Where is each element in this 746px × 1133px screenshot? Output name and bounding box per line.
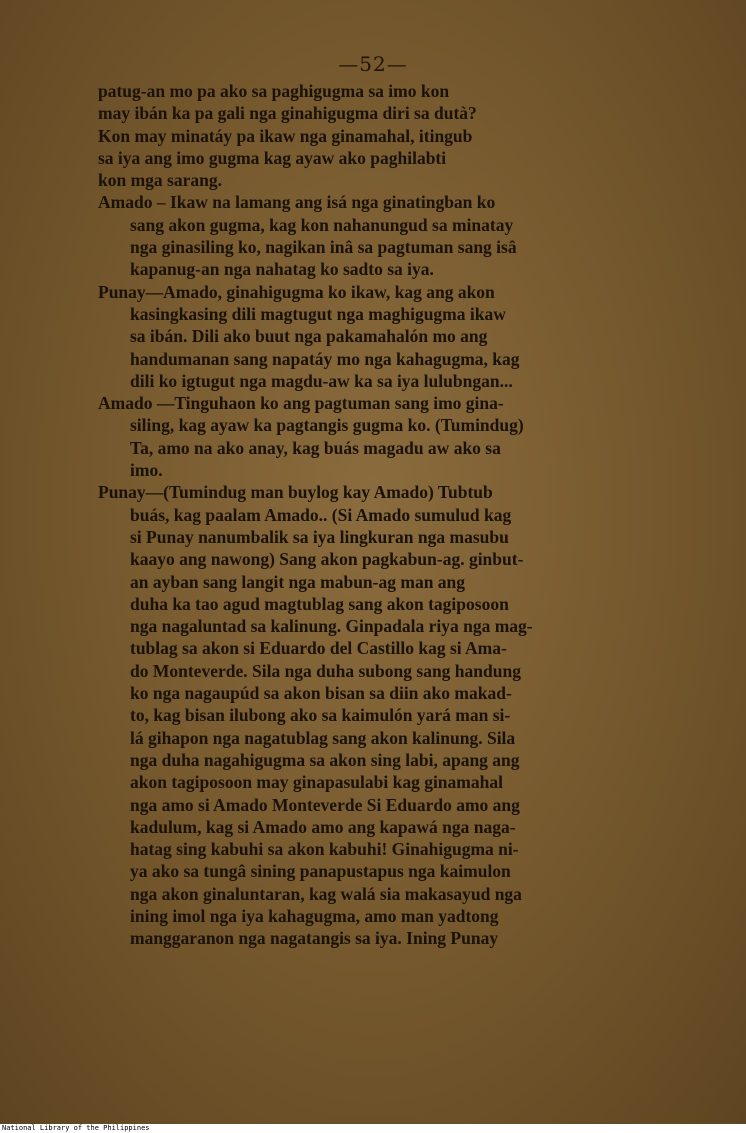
text-line: nga amo si Amado Monteverde Si Eduardo amo ang (130, 794, 520, 815)
text-line: may ibán ka pa gali nga ginahigugma diri sa dutà? (98, 103, 477, 124)
text-line: nga duha nagahigugma sa akon sing labi, apang ang (130, 749, 520, 770)
text-line: kon mga sarang. (98, 170, 222, 191)
text-line: sa ibán. Dili ako buut nga pakamahalón mo ang (130, 326, 488, 347)
text-line: patug-an mo pa ako sa paghigugma sa imo kon (98, 81, 450, 101)
text-line: kasingkasing dili magtugut nga maghigugma ikaw (130, 303, 506, 324)
text-line: Amado – Ikaw na lamang ang isá nga ginatingban ko (98, 192, 496, 213)
page-number: —52— (338, 52, 408, 76)
body-text (98, 80, 686, 950)
text-line: do Monteverde. Sila nga duha subong sang handung (130, 660, 521, 681)
text-line: hatag sing kabuhi sa akon kabuhi! Ginahigugma ni- (130, 839, 519, 860)
text-line: ining imol nga iya kahagugma, amo man yadtong (130, 905, 499, 926)
text-line: handumanan sang napatáy mo nga kahagugma, kag (130, 348, 520, 369)
text-line: kadulum, kag si Amado amo ang kapawá nga naga- (130, 816, 516, 837)
text-line: sang akon gugma, kag kon nahanungud sa minatay (130, 214, 514, 235)
text-line: dili ko igtugut nga magdu-aw ka sa iya lulubngan... (130, 370, 513, 391)
text-line: nga akon ginaluntaran, kag walá sia makasayud nga (130, 883, 522, 904)
text-line: nga nagaluntad sa kalinung. Ginpadala riya nga mag- (130, 616, 533, 637)
text-line: akon tagiposoon may ginapasulabi kag ginamahal (130, 772, 503, 793)
text-line: lá gihapon nga nagatublag sang akon kalinung. Sila (130, 727, 516, 748)
text-line: imo. (130, 460, 163, 481)
text-line: nga ginasiling ko, nagikan inâ sa pagtuman sang isâ (130, 237, 517, 258)
text-line: manggaranon nga nagatangis sa iya. Ining Punay (130, 928, 499, 949)
text-line: an ayban sang langit nga mabun-ag man ang (130, 571, 466, 592)
text-line: sa iya ang imo gugma kag ayaw ako paghilabti (98, 147, 447, 168)
text-line: Punay—Amado, ginahigugma ko ikaw, kag ang akon (98, 281, 495, 302)
text-line: Ta, amo na ako anay, kag buás magadu aw ako sa (130, 437, 501, 458)
text-line: Punay—(Tumindug man buylog kay Amado) Tubtub (98, 482, 493, 503)
text-line: buás, kag paalam Amado.. (Si Amado sumulud kag (130, 504, 512, 525)
text-line: tublag sa akon si Eduardo del Castillo kag si Ama- (130, 638, 507, 659)
text-line: Amado —Tinguhaon ko ang pagtuman sang imo gina- (98, 393, 504, 414)
text-line: duha ka tao agud magtublag sang akon tagiposoon (130, 593, 509, 614)
text-line: ko nga nagaupúd sa akon bisan sa diin ako makad- (130, 683, 512, 704)
text-line: to, kag bisan ilubong ako sa kaimulón yará man si- (130, 705, 511, 726)
text-line: Kon may minatáy pa ikaw nga ginamahal, itingub (98, 125, 473, 146)
text-line: kapanug-an nga nahatag ko sadto sa iya. (130, 259, 434, 280)
text-line: si Punay nanumbalik sa iya lingkuran nga masubu (130, 526, 509, 547)
library-footer: National Library of the Philippines (2, 1124, 150, 1132)
text-line: kaayo ang nawong) Sang akon pagkabun-ag. ginbut- (130, 549, 524, 570)
text-line: ya ako sa tungâ sining panapustapus nga kaimulon (130, 861, 511, 882)
text-line: siling, kag ayaw ka pagtangis gugma ko. (Tumindug) (130, 415, 524, 436)
